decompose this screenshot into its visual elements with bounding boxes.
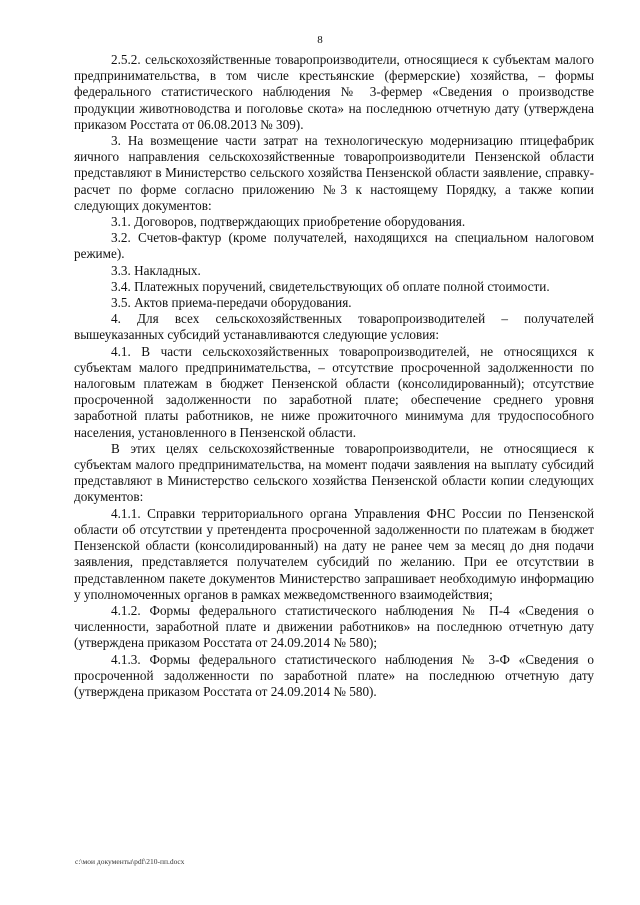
paragraph-2-5-2: 2.5.2. сельскохозяйственные товаропроизводители, относящиеся к субъектам малого предпринимательства, в том числе крестьянские (фермерские) хозяйства, – формы федерального статистического наблюдения № 3-фермер «Сведения о производстве продукции животноводства и поголовье скота» на последнюю отчетную дату (утверждена приказом Росстата от 06.08.2013 № 309). — [74, 52, 594, 132]
paragraph-4-1-3: 4.1.3. Формы федерального статистического наблюдения № 3-Ф «Сведения о просроченной задолженности по заработной плате» на последнюю отчетную дату (утверждена приказом Росстата от 24.09.2014 № 580). — [74, 651, 594, 699]
paragraph-4-1: 4.1. В части сельскохозяйственных товаропроизводителей, не относящихся к субъектам малого предпринимательства, – отсутствие просроченной задолженности по налоговым платежам в бюджет Пензенской области (консолидированный); отсутствие просроченной задолженности по заработной плате; обеспечение среднего уровня заработной платы работников, не ниже прожиточного минимума для трудоспособного населения, установленного в Пензенской области. — [74, 343, 594, 440]
page-number: 8 — [317, 34, 323, 46]
footer-file-path: c:\мои документы\pdf\210-пп.docx — [75, 857, 185, 866]
paragraph-4: 4. Для всех сельскохозяйственных товаропроизводителей – получателей вышеуказанных субсидий устанавливаются следующие условия: — [74, 311, 594, 343]
paragraph-4-1-1: 4.1.1. Справки территориального органа Управления ФНС России по Пензенской области об отсутствии у претендента просроченной задолженности по платежам в бюджет Пензенской области (консолидированный) на дату не ранее чем за месяц до дня подачи заявления, представляется получателем субсидий по желанию. При ее отсутствии в представленном пакете документов Министерство запрашивает необходимую информацию у уполномоченных органов в рамках межведомственного взаимодействия; — [74, 505, 594, 602]
paragraph-4-1-2: 4.1.2. Формы федерального статистического наблюдения № П-4 «Сведения о численности, заработной плате и движении работников» на последнюю отчетную дату (утверждена приказом Росстата от 24.09.2014 № 580); — [74, 602, 594, 651]
paragraph-3-3: 3.3. Накладных. — [111, 262, 201, 278]
paragraph-3-5: 3.5. Актов приема-передачи оборудования. — [111, 295, 352, 311]
paragraph-3-2: 3.2. Счетов-фактур (кроме получателей, находящихся на специальном налоговом режиме). — [74, 230, 594, 262]
paragraph-3-1: 3.1. Договоров, подтверждающих приобретение оборудования. — [111, 214, 466, 230]
paragraph-3: 3. На возмещение части затрат на технологическую модернизацию птицефабрик яичного направления сельскохозяйственные товаропроизводители Пензенской области представляют в Министерство сельского хозяйства Пензенской области заявление, справку-расчет по форме согласно приложению №3 к настоящему Порядку, а также копии следующих документов: — [74, 133, 594, 213]
paragraph-3-4: 3.4. Платежных поручений, свидетельствующих об оплате полной стоимости. — [111, 278, 550, 294]
document-body — [74, 52, 594, 700]
paragraph-in-these-purposes: В этих целях сельскохозяйственные товаропроизводители, не относящиеся к субъектам малого предпринимательства, на момент подачи заявления на выплату субсидий представляют в Министерство сельского хозяйства Пензенской области копии следующих документов: — [74, 440, 594, 505]
